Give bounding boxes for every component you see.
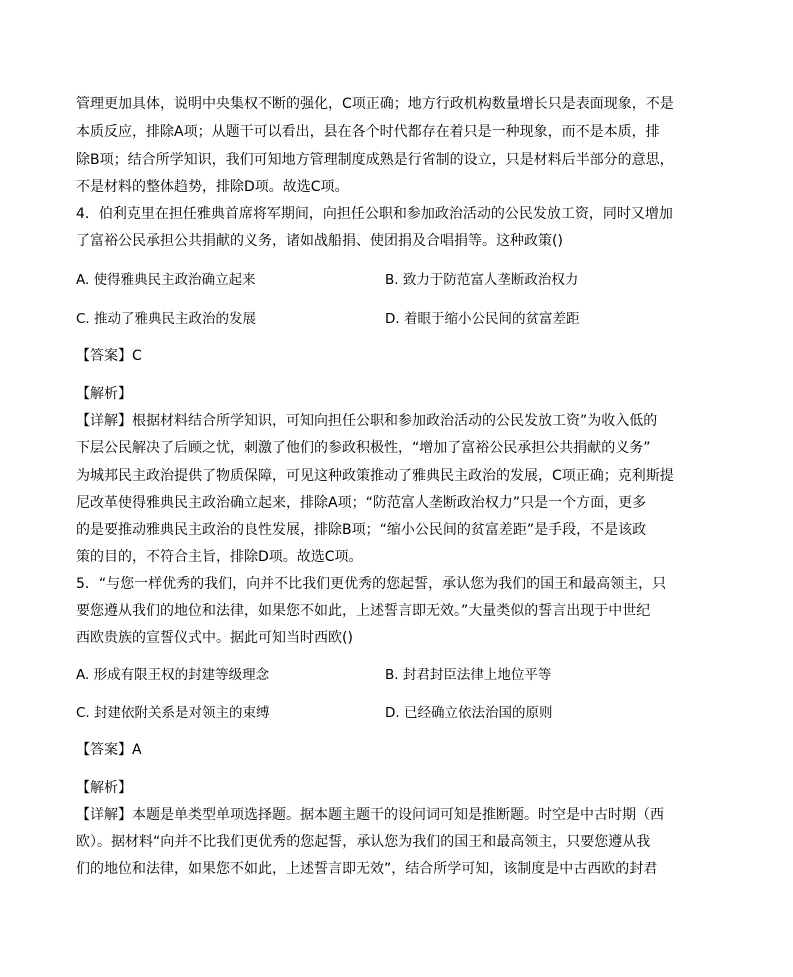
question-5-analysis-label: 【解析】 <box>76 780 132 796</box>
question-4-analysis-line: 为城邦民主政治提供了物质保障，可见这种政策推动了雅典民主政治的发展，C项正确；克利斯提 <box>76 468 674 484</box>
text-line: 除B项；结合所学知识，我们可知地方管理制度成熟是行省制的设立，只是材料后半部分的意思， <box>76 152 674 168</box>
question-4-option-a: A. 使得雅典民主政治确立起来 <box>76 272 256 288</box>
text-line: 本质反应，排除A项；从题干可以看出，县在各个时代都存在着只是一种现象，而不是本质，排 <box>76 124 660 140</box>
question-4-stem: 了富裕公民承担公共捐献的义务，诸如战船捐、使团捐及合唱捐等。这种政策() <box>76 233 563 249</box>
question-5-option-d: D. 已经确立依法治国的原则 <box>385 705 553 721</box>
question-5-stem: 西欧贵族的宣誓仪式中。据此可知当时西欧() <box>76 630 353 646</box>
question-4-analysis-line: 尼改革使得雅典民主政治确立起来，排除A项；“防范富人垄断政治权力”只是一个方面，更多 <box>76 495 647 511</box>
question-4-analysis-line: 【详解】根据材料结合所学知识，可知向担任公职和参加政治活动的公民发放工资”为收入低的 <box>76 413 658 429</box>
question-5-stem: 5．“与您一样优秀的我们，向并不比我们更优秀的您起誓，承认您为我们的国王和最高领主，只 <box>76 576 667 592</box>
question-5-analysis-line: 们的地位和法律，如果您不如此，上述誓言即无效”，结合所学可知，该制度是中古西欧的封君 <box>76 861 658 877</box>
question-4-stem: 4．伯利克里在担任雅典首席将军期间，向担任公职和参加政治活动的公民发放工资，同时又增加 <box>76 206 673 222</box>
question-4-analysis-line: 下层公民解决了后顾之忧，刺激了他们的参政积极性，“增加了富裕公民承担公共捐献的义务” <box>76 440 651 456</box>
question-4-option-b: B. 致力于防范富人垄断政治权力 <box>385 272 579 288</box>
question-4-answer: 【答案】C <box>76 348 142 364</box>
question-5-stem: 要您遵从我们的地位和法律，如果您不如此，上述誓言即无效。”大量类似的誓言出现于中世纪 <box>76 603 651 619</box>
question-5-option-b: B. 封君封臣法律上地位平等 <box>385 667 552 683</box>
question-4-analysis-label: 【解析】 <box>76 386 132 402</box>
text-line: 管理更加具体，说明中央集权不断的强化，C项正确；地方行政机构数量增长只是表面现象，不是 <box>76 96 674 112</box>
question-5-option-c: C. 封建依附关系是对领主的束缚 <box>76 705 270 721</box>
question-4-option-d: D. 着眼于缩小公民间的贫富差距 <box>385 311 580 327</box>
text-line: 不是材料的整体趋势，排除D项。故选C项。 <box>76 179 349 195</box>
question-5-option-a: A. 形成有限王权的封建等级理念 <box>76 667 270 683</box>
question-4-analysis-line: 策的目的，不符合主旨，排除D项。故选C项。 <box>76 549 363 565</box>
question-5-analysis-line: 欧）。据材料“向并不比我们更优秀的您起誓，承认您为我们的国王和最高领主，只要您遵从我 <box>76 834 651 850</box>
question-4-option-c: C. 推动了雅典民主政治的发展 <box>76 311 257 327</box>
question-5-answer: 【答案】A <box>76 742 142 758</box>
question-4-analysis-line: 的是要推动雅典民主政治的良性发展，排除B项；“缩小公民间的贫富差距”是手段，不是该政 <box>76 522 647 538</box>
question-5-analysis-line: 【详解】本题是单类型单项选择题。据本题主题干的设问词可知是推断题。时空是中古时期（西 <box>76 807 664 823</box>
